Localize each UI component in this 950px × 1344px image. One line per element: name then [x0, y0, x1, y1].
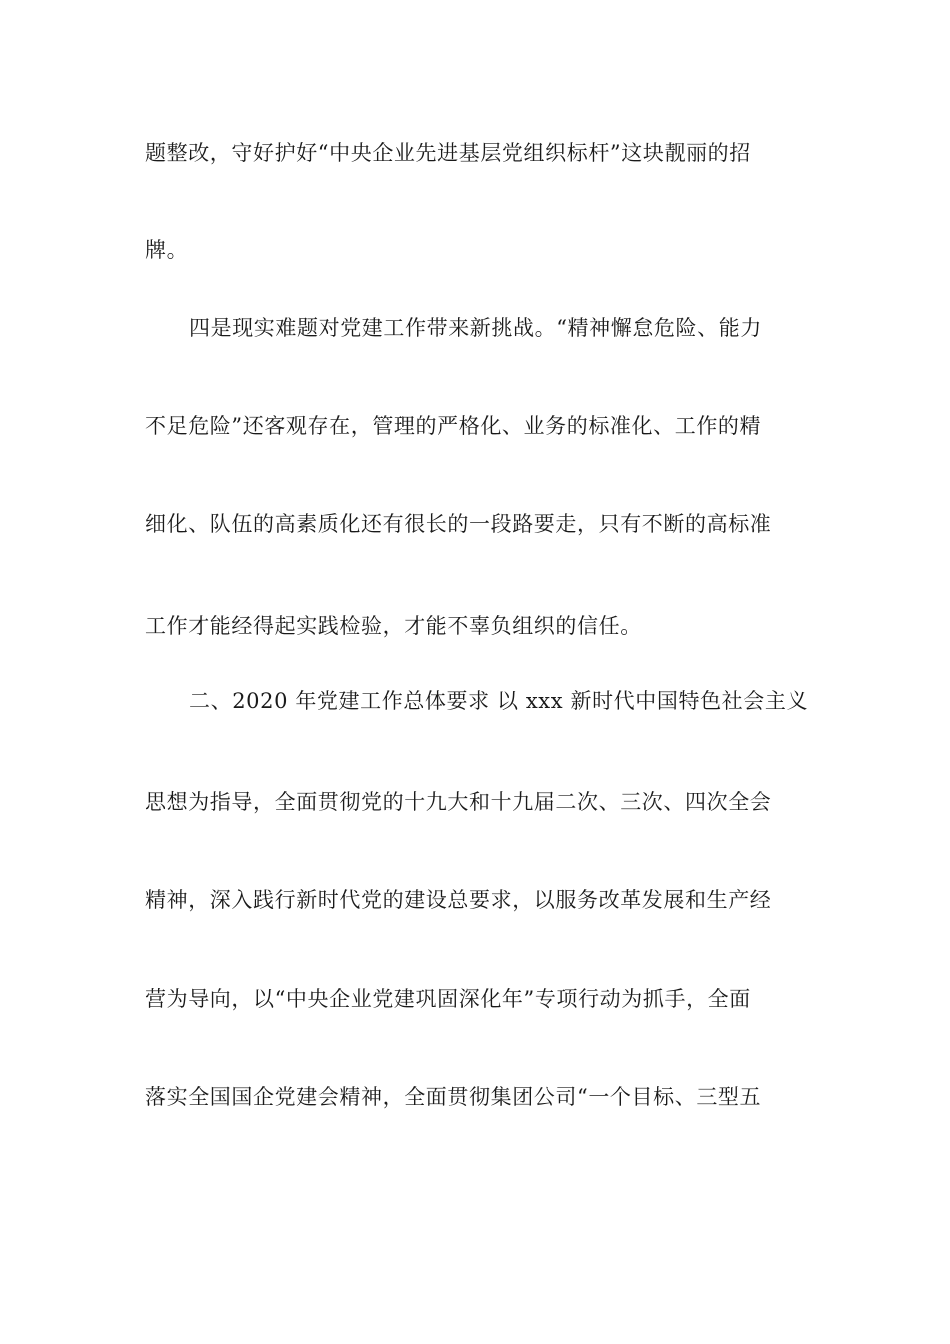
paragraph-line-11: 落实全国国企党建会精神，全面贯彻集团公司“一个目标、三型五	[145, 1085, 762, 1109]
paragraph-line-8: 思想为指导，全面贯彻党的十九大和十九届二次、三次、四次全会	[145, 790, 772, 814]
paragraph-line-9: 精神，深入践行新时代党的建设总要求，以服务改革发展和生产经	[145, 888, 772, 912]
paragraph-line-3: 四是现实难题对党建工作带来新挑战。“精神懈怠危险、能力	[189, 316, 762, 340]
paragraph-line-5: 细化、队伍的高素质化还有很长的一段路要走，只有不断的高标准	[145, 512, 772, 536]
section-heading-line: 二、2020 年党建工作总体要求 以 xxx 新时代中国特色社会主义	[189, 689, 809, 713]
paragraph-line-10: 营为导向，以“中央企业党建巩固深化年”专项行动为抓手，全面	[145, 987, 751, 1011]
paragraph-line-4: 不足危险”还客观存在，管理的严格化、业务的标准化、工作的精	[145, 414, 762, 438]
paragraph-line-1: 题整改，守好护好“中央企业先进基层党组织标杆”这块靓丽的招	[145, 141, 751, 165]
paragraph-line-6: 工作才能经得起实践检验，才能不辜负组织的信任。	[145, 614, 642, 638]
paragraph-line-2: 牌。	[145, 238, 189, 262]
